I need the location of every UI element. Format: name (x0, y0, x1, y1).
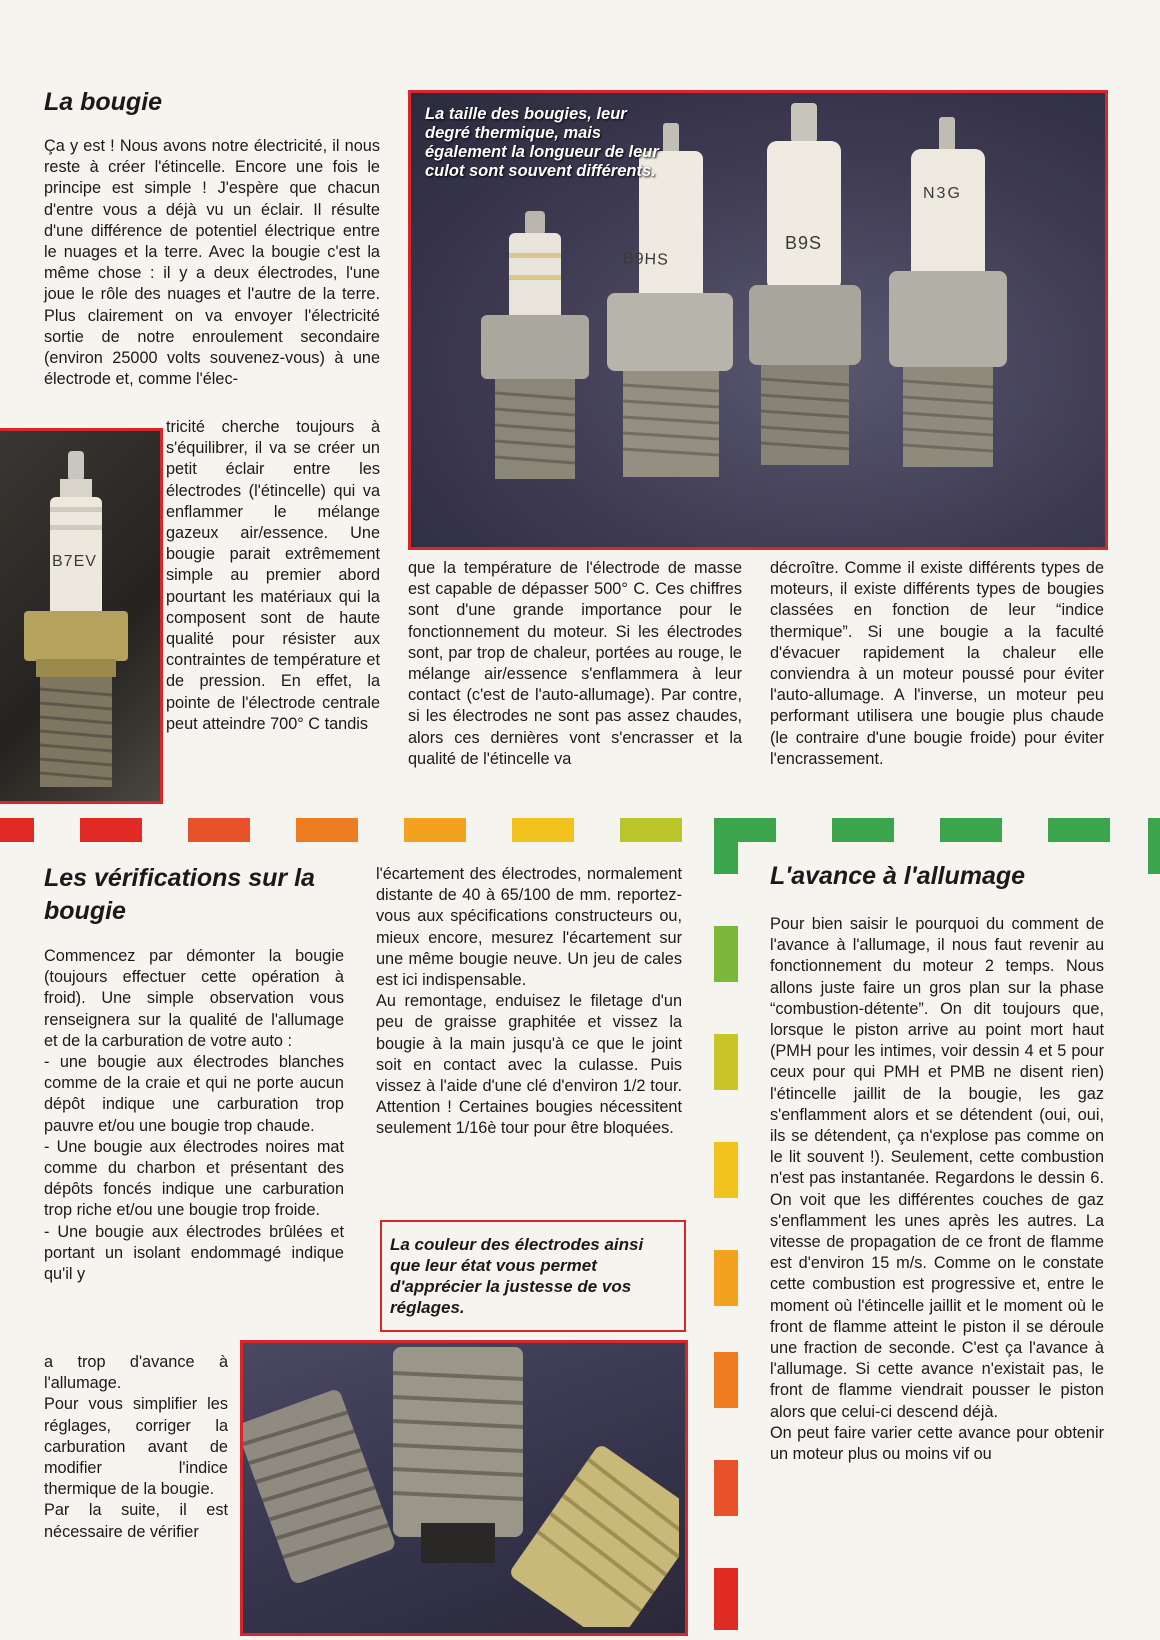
section-title-avance: L'avance à l'allumage (770, 862, 1026, 890)
bougie-column-2-text: que la température de l'électrode de masse est capable de dépasser 500° C. Ces chiffres sont d'une grande importance pour le fonctionnement du moteur. Si les électrodes sont, par trop de chaleur, portées au rouge, le mélange air/essence s'enflammera à leur contact (c'est de l'auto-allumage). Par contre, si les électrodes ne sont pas assez chaudes, alors ces dernières vont s'encrasser et la qualité de l'étincelle va (408, 559, 742, 768)
divider-dash (0, 818, 34, 842)
photo-caption-plug-sizes: La taille des bougies, leur degré thermique, mais également la longueur de leur culot sont souvent différents. (425, 105, 659, 180)
vertical-dash (714, 1460, 738, 1516)
divider-dash (1048, 818, 1110, 842)
spark-plugs-comparison-photo (408, 90, 1108, 550)
vertical-dash (714, 1034, 738, 1090)
divider-dash (404, 818, 466, 842)
plug-label-n3g: N3G (923, 185, 962, 202)
spark-plug-b7ev-illustration (0, 431, 157, 795)
bougie-wrap-text: tricité cherche toujours à s'équilibrer, il va se créer un petit éclair entre les électrodes (l'étincelle) qui va enflammer le mélange gazeux air/essence. Une bougie parait extrêmement simple au premier abord pourtant les matériaux qui la composent sont de haute qualité pour résister aux contraintes de température et de pression. En effet, la pointe de l'électrode centrale peut atteindre 700° C tandis (166, 418, 380, 733)
divider-dash (188, 818, 250, 842)
verifications-bullet-black: - Une bougie aux électrodes noires mat comme du charbon et présentant des dépôts foncés indique une carburation trop riche et/ou une bougie trop froide. (44, 1137, 344, 1220)
divider-dash (832, 818, 894, 842)
verifications-bullet-white: - une bougie aux électrodes blanches comme de la craie et qui ne porte aucun dépôt indique une carburation trop pauvre et/ou une bougie trop chaude. (44, 1053, 344, 1135)
electrode-condition-photo (240, 1340, 688, 1636)
section-title-bougie: La bougie (44, 88, 163, 116)
electrode-plugs-illustration (243, 1343, 679, 1627)
bougie-column-3-text: décroître. Comme il existe différents types de moteurs, il existe différents types de bougies classées en fonction de leur “indice thermique”. Si une bougie a la faculté d'évacuer rapidement la chaleur elle conviendra à un moteur poussé pour éviter l'auto-allumage. A l'inverse, un moteur peu performant utilisera une bougie plus chaude (le contraire d'une bougie froide) pour éviter l'encrassement. (770, 559, 1104, 768)
divider-dash (620, 818, 682, 842)
plug-label-b7ev: B7EV (52, 553, 97, 570)
avance-column (770, 914, 1104, 1465)
verifications-column-1 (44, 946, 344, 1285)
verifications-column-1-wrap (44, 1352, 228, 1543)
divider-dash (512, 818, 574, 842)
verifications-simplify: Pour vous simplifier les réglages, corriger la carburation avant de modifier l'indice thermique de la bougie. (44, 1395, 228, 1499)
section-title-verifications: Les vérifications sur la bougie (44, 864, 315, 925)
vertical-dash (714, 1142, 738, 1198)
vertical-dash (714, 926, 738, 982)
plug-label-b9hs: B9HS (622, 250, 670, 269)
divider-dash (940, 818, 1002, 842)
callout-box (380, 1220, 686, 1332)
verifications-bullet-burnt: - Une bougie aux électrodes brûlées et portant un isolant endommagé indique qu'il y (44, 1222, 344, 1284)
verifications-column-2 (376, 864, 682, 1140)
divider-dash (80, 818, 142, 842)
vertical-dash (1148, 818, 1160, 874)
verifications-suite: Par la suite, il est nécessaire de vérifier (44, 1501, 228, 1541)
verifications-gap-text: l'écartement des électrodes, normalement distante de 40 à 65/100 de mm. reportez-vous aux spécifications constructeurs ou, mieux encore, mesurez l'écartement sur une même bougie neuve. Un jeu de cales est ici indispensable. (376, 865, 682, 990)
spark-plug-photo-b7ev (0, 428, 163, 804)
plug-label-b9s: B9S (785, 233, 823, 253)
divider-dash (296, 818, 358, 842)
avance-body-continued: On peut faire varier cette avance pour obtenir un moteur plus ou moins vif ou (770, 1423, 1104, 1464)
vertical-dash (714, 818, 738, 874)
vertical-dash (714, 1352, 738, 1408)
verifications-remontage-text: Au remontage, enduisez le filetage d'un peu de graisse graphitée et vissez la bougie à la main jusqu'à ce que le joint soit en contact avec la culasse. Puis vissez à l'aide d'une clé d'environ 1/2 tour. Attention ! Certaines bougies nécessitent seulement 1/16è tour pour être bloquées. (376, 992, 682, 1138)
bougie-intro-text: Ça y est ! Nous avons notre électricité, il nous reste à créer l'étincelle. Encore une fois le principe est simple ! J'espère que chacun d'entre vous a déjà vu un éclair. Il résulte d'une différence de potentiel électrique entre le nuages et la terre. Avec la bougie c'est la même chose : il y a deux électrodes, l'une joue le rôle des nuages et l'autre de la terre. Plus clairement on va envoyer l'électricité sortie de notre enroulement secondaire (environ 25000 volts souvenez-vous) à une électrode et, comme l'élec- (44, 137, 380, 389)
avance-body-text: Pour bien saisir le pourquoi du comment de l'avance à l'allumage, il nous faut revenir au fonctionnement du moteur 2 temps. Nous allons juste faire un gros plan sur la phase “combustion-détente”. On dit toujours que, lorsque le piston arrive au point mort haut (PMH pour les intimes, voir dessin 4 et 5 pour ceux pour qui PMH et PMB ne disent rien) l'étincelle jaillit de la bougie, les gaz s'enflamment alors et se détendent (oui, oui, ils se détendent, ça n'explose pas comme on le lit souvent !). Seulement, cette combustion n'est pas instantanée. Regardons le dessin 6. On voit que les différentes couches de gaz s'enflamment les unes après les autres. La vitesse de propagation de ce front de flamme est d'environ 15 m/s. Comme on le constate cette combustion est progressive et, entre le moment où l'étincelle jaillit et le moment où le front de flamme atteint le piston il se déroule une fraction de seconde. C'est ça l'avance à l'allumage. Si cette avance n'existait pas, le front de flamme viendrait pousser le piston alors que celui-ci descend déjà. (770, 915, 1104, 1421)
verifications-intro: Commencez par démonter la bougie (toujours effectuer cette opération à froid). Une simple observation vous renseignera sur la qualité de l'allumage et de la carburation de votre auto : (44, 947, 344, 1050)
callout-text: La couleur des électrodes ainsi que leur état vous permet d'apprécier la justesse de vos réglages. (390, 1235, 644, 1317)
vertical-dash (714, 1568, 738, 1630)
verifications-bullet-burnt-end: a trop d'avance à l'allumage. (44, 1353, 228, 1393)
vertical-dash (714, 1250, 738, 1306)
